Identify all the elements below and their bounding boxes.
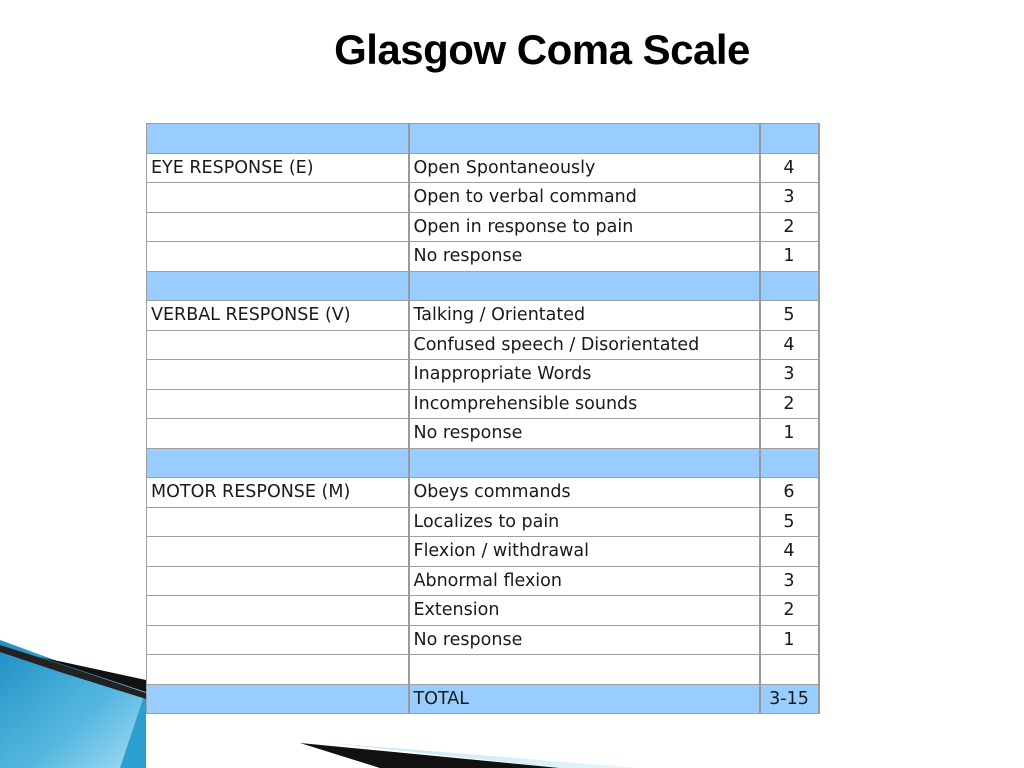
section-separator-row — [147, 271, 819, 301]
response-cell: Abnormal flexion — [409, 566, 760, 596]
table-row — [147, 330, 819, 360]
score-cell: 2 — [760, 389, 819, 419]
response-cell: No response — [409, 419, 760, 449]
category-cell — [147, 124, 409, 154]
table-row — [147, 507, 819, 537]
category-cell — [147, 507, 409, 537]
category-cell — [147, 330, 409, 360]
table-row — [147, 212, 819, 242]
category-cell — [147, 389, 409, 419]
score-cell: 5 — [760, 301, 819, 331]
section-separator-row — [147, 448, 819, 478]
category-cell: MOTOR RESPONSE (M) — [147, 478, 409, 508]
score-cell — [760, 655, 819, 685]
response-cell: Extension — [409, 596, 760, 626]
score-cell: 5 — [760, 507, 819, 537]
category-cell — [147, 183, 409, 213]
response-cell: Confused speech / Disorientated — [409, 330, 760, 360]
table-row — [147, 301, 819, 331]
response-cell: Flexion / withdrawal — [409, 537, 760, 567]
table-row — [147, 596, 819, 626]
table-row — [147, 566, 819, 596]
section-separator-row — [147, 124, 819, 154]
score-cell: 2 — [760, 596, 819, 626]
page-title: Glasgow Coma Scale — [334, 26, 750, 73]
response-cell — [409, 271, 760, 301]
score-cell: 3 — [760, 360, 819, 390]
category-cell — [147, 596, 409, 626]
category-cell — [147, 566, 409, 596]
score-cell: 3 — [760, 183, 819, 213]
score-cell: 1 — [760, 242, 819, 272]
total-row — [147, 684, 819, 714]
score-cell: 1 — [760, 419, 819, 449]
response-cell: Obeys commands — [409, 478, 760, 508]
glasgow-coma-scale-table — [146, 123, 820, 714]
table-row — [147, 153, 819, 183]
table-row — [147, 360, 819, 390]
category-cell — [147, 537, 409, 567]
score-cell: 6 — [760, 478, 819, 508]
response-cell: TOTAL — [409, 684, 760, 714]
response-cell — [409, 655, 760, 685]
response-cell: Open in response to pain — [409, 212, 760, 242]
score-cell — [760, 124, 819, 154]
category-cell — [147, 684, 409, 714]
score-cell: 3-15 — [760, 684, 819, 714]
table-row — [147, 478, 819, 508]
category-cell: EYE RESPONSE (E) — [147, 153, 409, 183]
score-cell: 4 — [760, 330, 819, 360]
category-cell — [147, 419, 409, 449]
response-cell — [409, 448, 760, 478]
score-cell: 2 — [760, 212, 819, 242]
category-cell — [147, 448, 409, 478]
score-cell — [760, 448, 819, 478]
response-cell: Incomprehensible sounds — [409, 389, 760, 419]
category-cell — [147, 242, 409, 272]
score-cell: 1 — [760, 625, 819, 655]
response-cell: No response — [409, 625, 760, 655]
table-row — [147, 242, 819, 272]
response-cell: Inappropriate Words — [409, 360, 760, 390]
table-row — [147, 389, 819, 419]
category-cell: VERBAL RESPONSE (V) — [147, 301, 409, 331]
category-cell — [147, 271, 409, 301]
table-row — [147, 419, 819, 449]
table-row — [147, 655, 819, 685]
score-cell: 4 — [760, 537, 819, 567]
score-cell — [760, 271, 819, 301]
table-row — [147, 183, 819, 213]
response-cell: Open Spontaneously — [409, 153, 760, 183]
score-cell: 3 — [760, 566, 819, 596]
category-cell — [147, 212, 409, 242]
table-row — [147, 625, 819, 655]
category-cell — [147, 625, 409, 655]
response-cell: Open to verbal command — [409, 183, 760, 213]
score-cell: 4 — [760, 153, 819, 183]
response-cell — [409, 124, 760, 154]
response-cell: Localizes to pain — [409, 507, 760, 537]
category-cell — [147, 655, 409, 685]
category-cell — [147, 360, 409, 390]
response-cell: No response — [409, 242, 760, 272]
response-cell: Talking / Orientated — [409, 301, 760, 331]
table-row — [147, 537, 819, 567]
